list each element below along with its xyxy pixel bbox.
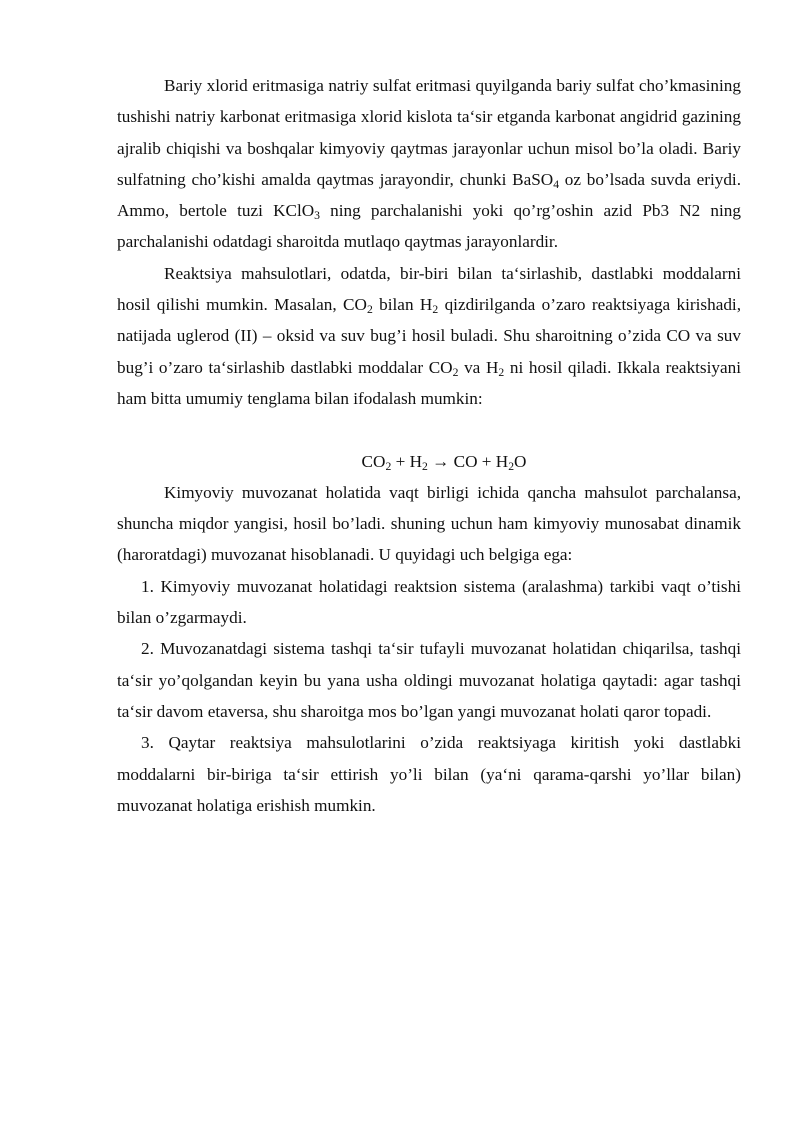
text-run: 2. Muvozanatdagi sistema tashqi ta‘sir tufayli muvozanat holatidan chiqarilsa, tashqi ta‘sir yo’qolgandan keyin bu yana usha oldingi muvozanat holatiga qaytadi: agar tashqi ta‘sir davom etaversa, shu sharoitga mos bo’lgan yangi muvozanat holati qaror topadi. — [117, 639, 741, 721]
text-run: bilan H — [372, 295, 433, 315]
blank-line — [117, 414, 741, 445]
subscript: 2 — [498, 365, 505, 379]
chemical-equation — [117, 446, 741, 477]
text-run: qizdirilganda o’zaro reaktsiyaga kirishadi, natijada uglerod (II) – oksid va suv bug’i hosil buladi. Shu sharoitning o’zida CO va suv bug’i o’zaro ta‘sirlashib dastlabki moddalar CO — [117, 295, 741, 377]
subscript: 2 — [432, 303, 439, 316]
text-run: ning parchalanishi yoki qo’rg’oshin azid Pb3 N2 ning parchalanishi odatdagi sharoitda mutlaqo qaytmas jarayonlardir. — [117, 201, 741, 252]
paragraph-irreversible-reactions — [117, 70, 741, 258]
document-page — [117, 70, 741, 821]
text-run: va H — [458, 357, 499, 377]
text-run: + H — [391, 451, 422, 471]
text-run: ni hosil qiladi. Ikkala reaktsiyani ham bitta umumiy tenglama bilan ifodalash mumkin: — [117, 357, 741, 408]
list-item-3 — [117, 727, 741, 821]
subscript: 2 — [452, 365, 459, 379]
text-run: CO — [361, 451, 386, 471]
subscript: 2 — [385, 459, 392, 473]
text-run: oz bo’lsada suvda eriydi. Ammo, bertole tuzi KClO — [117, 169, 741, 221]
list-item-2 — [117, 633, 741, 727]
text-run: Kimyoviy muvozanat holatida vaqt birligi ichida qancha mahsulot parchalansa, shuncha miqdor yangisi, hosil bo’ladi. shuning uchun ham kimyoviy munosabat dinamik (haroratdagi) muvozanat hisoblanadi. U quyidagi uch belgiga ega: — [117, 482, 741, 565]
subscript: 2 — [421, 459, 428, 473]
text-run: O — [514, 451, 527, 471]
subscript: 4 — [553, 177, 560, 191]
paragraph-reaction-products — [117, 258, 741, 414]
text-run: → CO + H — [427, 451, 509, 471]
paragraph-chemical-equilibrium — [117, 477, 741, 571]
subscript: 2 — [366, 303, 373, 316]
text-run: 1. Kimyoviy muvozanat holatidagi reaktsion sistema (aralashma) tarkibi vaqt o’tishi bilan o’zgarmaydi. — [117, 576, 741, 628]
text-run: 3. Qaytar reaktsiya mahsulotlarini o’zida reaktsiyaga kiritish yoki dastlabki moddalarni bir-biriga ta‘sir ettirish yo’li bilan (ya‘ni qarama-qarshi yo’llar bilan) muvozanat holatiga erishish mumkin. — [117, 733, 741, 815]
text-run: Reaktsiya mahsulotlari, odatda, bir-biri bilan ta‘sirlashib, dastlabki moddalarni hosil qilishi mumkin. Masalan, CO — [117, 263, 741, 315]
subscript: 3 — [314, 209, 320, 223]
text-run: Bariy xlorid eritmasiga natriy sulfat eritmasi quyilganda bariy sulfat cho’kmasining tushishi natriy karbonat eritmasiga xlorid kislota ta‘sir etganda karbonat angidrid gazining ajralib chiqishi va boshqalar kimyoviy qaytmas jarayonlar uchun misol bo’la oladi. Bariy sulfatning cho’kishi amalda qaytmas jarayondir, chunki BaSO — [117, 76, 741, 189]
subscript: 2 — [508, 459, 515, 473]
list-item-1 — [117, 571, 741, 634]
